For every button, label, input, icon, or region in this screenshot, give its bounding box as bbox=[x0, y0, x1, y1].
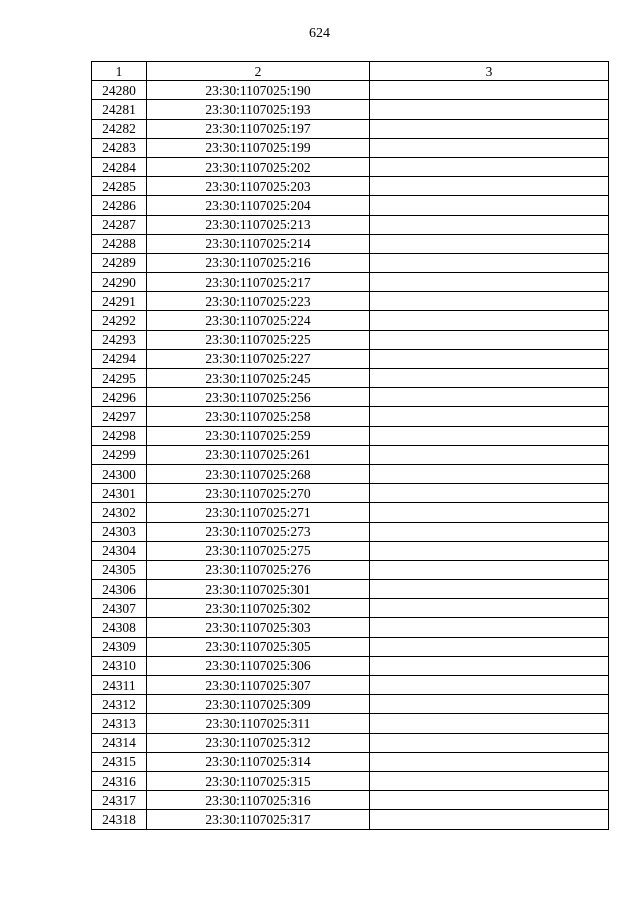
notes-cell bbox=[370, 752, 609, 771]
notes-cell bbox=[370, 407, 609, 426]
table-row bbox=[92, 196, 609, 215]
row-number-cell: 24288 bbox=[92, 234, 147, 253]
row-number-cell: 24299 bbox=[92, 445, 147, 464]
table-row bbox=[92, 484, 609, 503]
table-row bbox=[92, 234, 609, 253]
table-row bbox=[92, 791, 609, 810]
cadastral-number-cell: 23:30:1107025:314 bbox=[147, 752, 370, 771]
cadastral-number-cell: 23:30:1107025:306 bbox=[147, 656, 370, 675]
cadastral-number-cell: 23:30:1107025:204 bbox=[147, 196, 370, 215]
row-number-cell: 24292 bbox=[92, 311, 147, 330]
row-number-cell: 24315 bbox=[92, 752, 147, 771]
table-row bbox=[92, 292, 609, 311]
cadastral-number-cell: 23:30:1107025:214 bbox=[147, 234, 370, 253]
cadastral-number-cell: 23:30:1107025:303 bbox=[147, 618, 370, 637]
notes-cell bbox=[370, 177, 609, 196]
notes-cell bbox=[370, 522, 609, 541]
notes-cell bbox=[370, 445, 609, 464]
table-row bbox=[92, 733, 609, 752]
row-number-cell: 24316 bbox=[92, 771, 147, 790]
cadastral-number-cell: 23:30:1107025:261 bbox=[147, 445, 370, 464]
table-row bbox=[92, 599, 609, 618]
row-number-cell: 24307 bbox=[92, 599, 147, 618]
notes-cell bbox=[370, 349, 609, 368]
row-number-cell: 24303 bbox=[92, 522, 147, 541]
page-number: 624 bbox=[309, 26, 330, 41]
notes-cell bbox=[370, 157, 609, 176]
table-row bbox=[92, 330, 609, 349]
row-number-cell: 24293 bbox=[92, 330, 147, 349]
table-row bbox=[92, 752, 609, 771]
cadastral-number-cell: 23:30:1107025:197 bbox=[147, 119, 370, 138]
table-row bbox=[92, 637, 609, 656]
cadastral-number-cell: 23:30:1107025:223 bbox=[147, 292, 370, 311]
notes-cell bbox=[370, 810, 609, 829]
notes-cell bbox=[370, 714, 609, 733]
row-number-cell: 24289 bbox=[92, 253, 147, 272]
cadastral-number-cell: 23:30:1107025:309 bbox=[147, 695, 370, 714]
row-number-cell: 24314 bbox=[92, 733, 147, 752]
notes-cell bbox=[370, 100, 609, 119]
notes-cell bbox=[370, 791, 609, 810]
notes-cell bbox=[370, 426, 609, 445]
notes-cell bbox=[370, 599, 609, 618]
table-row bbox=[92, 445, 609, 464]
notes-cell bbox=[370, 771, 609, 790]
notes-cell bbox=[370, 253, 609, 272]
table-row bbox=[92, 215, 609, 234]
row-number-cell: 24298 bbox=[92, 426, 147, 445]
table-row bbox=[92, 349, 609, 368]
notes-cell bbox=[370, 580, 609, 599]
row-number-cell: 24280 bbox=[92, 81, 147, 100]
cadastral-number-cell: 23:30:1107025:245 bbox=[147, 369, 370, 388]
row-number-cell: 24285 bbox=[92, 177, 147, 196]
notes-cell bbox=[370, 618, 609, 637]
table-body bbox=[92, 81, 609, 829]
table-row bbox=[92, 138, 609, 157]
cadastral-number-cell: 23:30:1107025:307 bbox=[147, 676, 370, 695]
row-number-cell: 24290 bbox=[92, 273, 147, 292]
notes-cell bbox=[370, 292, 609, 311]
table-row bbox=[92, 714, 609, 733]
cadastral-number-cell: 23:30:1107025:224 bbox=[147, 311, 370, 330]
notes-cell bbox=[370, 676, 609, 695]
notes-cell bbox=[370, 138, 609, 157]
column-header-1: 1 bbox=[92, 62, 147, 81]
row-number-cell: 24310 bbox=[92, 656, 147, 675]
cadastral-number-cell: 23:30:1107025:256 bbox=[147, 388, 370, 407]
table-row bbox=[92, 618, 609, 637]
row-number-cell: 24309 bbox=[92, 637, 147, 656]
cadastral-number-cell: 23:30:1107025:213 bbox=[147, 215, 370, 234]
row-number-cell: 24283 bbox=[92, 138, 147, 157]
row-number-cell: 24306 bbox=[92, 580, 147, 599]
cadastral-number-cell: 23:30:1107025:203 bbox=[147, 177, 370, 196]
notes-cell bbox=[370, 541, 609, 560]
notes-cell bbox=[370, 369, 609, 388]
row-number-cell: 24295 bbox=[92, 369, 147, 388]
notes-cell bbox=[370, 196, 609, 215]
notes-cell bbox=[370, 311, 609, 330]
cadastral-number-cell: 23:30:1107025:202 bbox=[147, 157, 370, 176]
cadastral-number-cell: 23:30:1107025:190 bbox=[147, 81, 370, 100]
table-row bbox=[92, 273, 609, 292]
notes-cell bbox=[370, 215, 609, 234]
row-number-cell: 24305 bbox=[92, 560, 147, 579]
cadastral-number-cell: 23:30:1107025:305 bbox=[147, 637, 370, 656]
cadastral-number-cell: 23:30:1107025:259 bbox=[147, 426, 370, 445]
row-number-cell: 24311 bbox=[92, 676, 147, 695]
table-row bbox=[92, 695, 609, 714]
notes-cell bbox=[370, 733, 609, 752]
table-row bbox=[92, 100, 609, 119]
table-row bbox=[92, 119, 609, 138]
row-number-cell: 24313 bbox=[92, 714, 147, 733]
notes-cell bbox=[370, 637, 609, 656]
row-number-cell: 24308 bbox=[92, 618, 147, 637]
column-header-3: 3 bbox=[370, 62, 609, 81]
table-row bbox=[92, 522, 609, 541]
cadastral-number-cell: 23:30:1107025:301 bbox=[147, 580, 370, 599]
cadastral-number-cell: 23:30:1107025:276 bbox=[147, 560, 370, 579]
table-row bbox=[92, 157, 609, 176]
cadastral-number-cell: 23:30:1107025:270 bbox=[147, 484, 370, 503]
cadastral-number-cell: 23:30:1107025:216 bbox=[147, 253, 370, 272]
table-row bbox=[92, 464, 609, 483]
notes-cell bbox=[370, 388, 609, 407]
cadastral-number-cell: 23:30:1107025:217 bbox=[147, 273, 370, 292]
row-number-cell: 24300 bbox=[92, 464, 147, 483]
notes-cell bbox=[370, 273, 609, 292]
table-row bbox=[92, 177, 609, 196]
table-row bbox=[92, 541, 609, 560]
cadastral-number-cell: 23:30:1107025:199 bbox=[147, 138, 370, 157]
row-number-cell: 24286 bbox=[92, 196, 147, 215]
notes-cell bbox=[370, 560, 609, 579]
table-header bbox=[92, 62, 609, 81]
table-row bbox=[92, 81, 609, 100]
notes-cell bbox=[370, 484, 609, 503]
row-number-cell: 24296 bbox=[92, 388, 147, 407]
table-row bbox=[92, 560, 609, 579]
table-row bbox=[92, 253, 609, 272]
notes-cell bbox=[370, 330, 609, 349]
table-row bbox=[92, 656, 609, 675]
row-number-cell: 24317 bbox=[92, 791, 147, 810]
row-number-cell: 24287 bbox=[92, 215, 147, 234]
table-row bbox=[92, 311, 609, 330]
row-number-cell: 24302 bbox=[92, 503, 147, 522]
cadastral-number-cell: 23:30:1107025:302 bbox=[147, 599, 370, 618]
row-number-cell: 24294 bbox=[92, 349, 147, 368]
table-row bbox=[92, 810, 609, 829]
row-number-cell: 24312 bbox=[92, 695, 147, 714]
notes-cell bbox=[370, 656, 609, 675]
row-number-cell: 24304 bbox=[92, 541, 147, 560]
notes-cell bbox=[370, 695, 609, 714]
cadastral-number-cell: 23:30:1107025:258 bbox=[147, 407, 370, 426]
row-number-cell: 24291 bbox=[92, 292, 147, 311]
table-row bbox=[92, 580, 609, 599]
table-row bbox=[92, 388, 609, 407]
cadastral-number-cell: 23:30:1107025:317 bbox=[147, 810, 370, 829]
table-row bbox=[92, 503, 609, 522]
notes-cell bbox=[370, 119, 609, 138]
row-number-cell: 24318 bbox=[92, 810, 147, 829]
row-number-cell: 24284 bbox=[92, 157, 147, 176]
cadastral-number-cell: 23:30:1107025:271 bbox=[147, 503, 370, 522]
row-number-cell: 24282 bbox=[92, 119, 147, 138]
row-number-cell: 24297 bbox=[92, 407, 147, 426]
cadastral-number-cell: 23:30:1107025:275 bbox=[147, 541, 370, 560]
notes-cell bbox=[370, 464, 609, 483]
table-row bbox=[92, 771, 609, 790]
table-row bbox=[92, 676, 609, 695]
cadastral-number-cell: 23:30:1107025:311 bbox=[147, 714, 370, 733]
cadastral-number-cell: 23:30:1107025:193 bbox=[147, 100, 370, 119]
row-number-cell: 24281 bbox=[92, 100, 147, 119]
cadastral-number-cell: 23:30:1107025:225 bbox=[147, 330, 370, 349]
cadastral-number-cell: 23:30:1107025:315 bbox=[147, 771, 370, 790]
cadastral-table bbox=[91, 61, 609, 830]
table-row bbox=[92, 407, 609, 426]
cadastral-number-cell: 23:30:1107025:273 bbox=[147, 522, 370, 541]
notes-cell bbox=[370, 81, 609, 100]
table-row bbox=[92, 426, 609, 445]
cadastral-number-cell: 23:30:1107025:312 bbox=[147, 733, 370, 752]
notes-cell bbox=[370, 503, 609, 522]
cadastral-number-cell: 23:30:1107025:316 bbox=[147, 791, 370, 810]
notes-cell bbox=[370, 234, 609, 253]
header-row bbox=[92, 62, 609, 81]
cadastral-number-cell: 23:30:1107025:268 bbox=[147, 464, 370, 483]
column-header-2: 2 bbox=[147, 62, 370, 81]
row-number-cell: 24301 bbox=[92, 484, 147, 503]
cadastral-number-cell: 23:30:1107025:227 bbox=[147, 349, 370, 368]
table-row bbox=[92, 369, 609, 388]
